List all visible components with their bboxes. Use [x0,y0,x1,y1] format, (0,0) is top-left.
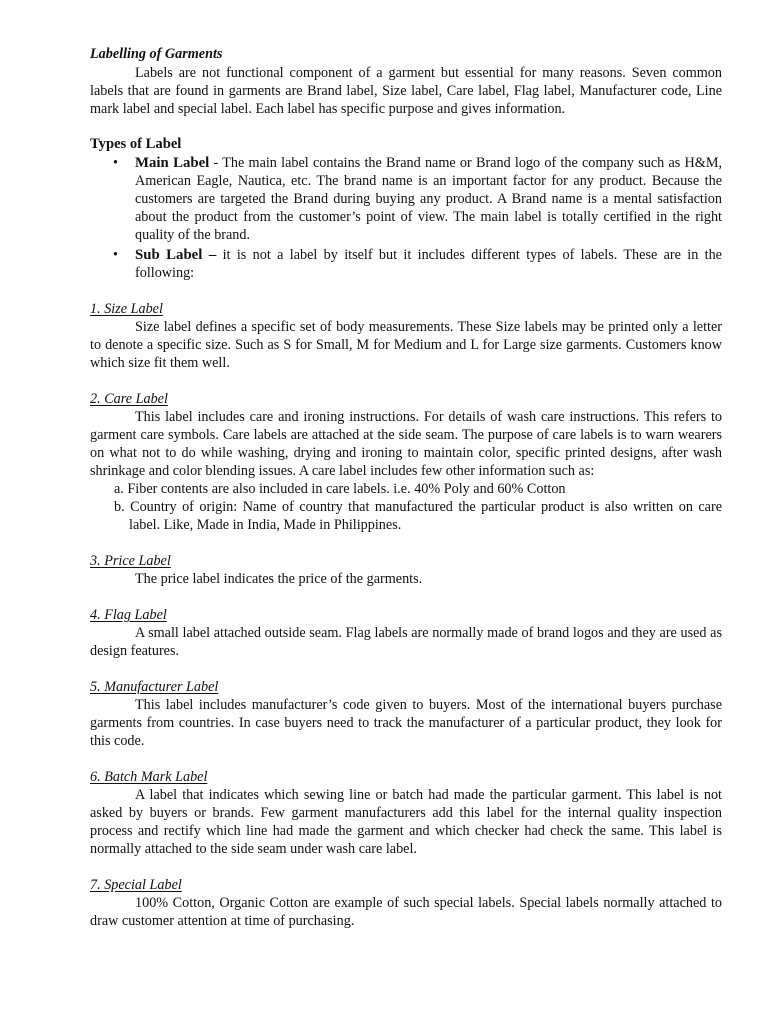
section-body: A small label attached outside seam. Flag labels are normally made of brand logos and they are used as design features. [90,625,722,659]
section-price-label [90,552,722,588]
section-heading: 1. Size Label [90,301,163,317]
section-flag-label [90,606,722,660]
section-heading: 2. Care Label [90,391,168,407]
section-body: 100% Cotton, Organic Cotton are example of such special labels. Special labels normally attached to draw customer attention at time of purchasing. [90,895,722,929]
section-heading: 5. Manufacturer Label [90,679,219,695]
section-manufacturer-label [90,678,722,750]
label-types-list [90,154,722,282]
section-heading: 4. Flag Label [90,607,167,623]
bullet-text: it is not a label by itself but it includes different types of labels. These are in the following: [135,247,722,281]
types-of-label-heading: Types of Label [90,136,182,152]
bullet-marker: • [113,247,118,263]
section-body: This label includes care and ironing instructions. For details of wash care instructions. This refers to garment care symbols. Care labels are attached at the side seam. The purpose of care labels is to warn wearers on what not to do while washing, drying and ironing to maintain color, specific printed designs, after wash shrinkage and color blending issues. A care label includes few other information such as: [90,409,722,479]
section-body: The price label indicates the price of the garments. [135,571,423,587]
section-special-label [90,876,722,930]
section-batch-mark-label [90,768,722,858]
bullet-marker: • [113,155,118,171]
section-body: This label includes manufacturer’s code given to buyers. Most of the international buyers purchase garments from countries. In case buyers need to track the manufacturer of a particular product, they look for this code. [90,697,722,749]
list-item: b. Country of origin: Name of country that manufactured the particular product is also written on care label. Like, Made in India, Made in Philippines. [114,499,722,533]
bullet-text: - The main label contains the Brand name or Brand logo of the company such as H&M, American Eagle, Nautica, etc. The brand name is an important factor for any product. Because the customers are targeted the Brand during buying any product. A Brand name is a mental satisfaction about the product from the customer’s point of view. The main label is totally certified in the right quality of the brand. [135,155,722,243]
section-heading: 3. Price Label [90,553,171,569]
section-size-label [90,300,722,372]
intro-paragraph: Labels are not functional component of a garment but essential for many reasons. Seven common labels that are found in garments are Brand label, Size label, Care label, Flag label, Manufacturer code, Line mark label and special label. Each label has specific purpose and gives information. [90,65,722,117]
bullet-term: Main Label [135,155,210,171]
list-item: a. Fiber contents are also included in care labels. i.e. 40% Poly and 60% Cotton [114,481,566,497]
section-care-label [90,390,722,534]
document-title: Labelling of Garments [90,46,223,62]
bullet-term: Sub Label – [135,247,217,263]
section-heading: 6. Batch Mark Label [90,769,208,785]
section-heading: 7. Special Label [90,877,182,893]
section-body: Size label defines a specific set of body measurements. These Size labels may be printed only a letter to denote a specific size. Such as S for Small, M for Medium and L for Large size garments. Customers know which size fit them well. [90,319,722,371]
bullet-main-label [113,154,722,244]
care-label-info-list [90,480,722,534]
bullet-sub-label [113,246,722,282]
section-body: A label that indicates which sewing line or batch had made the particular garment. This label is not asked by buyers or brands. Few garment manufacturers add this label for the internal quality inspection process and rectify which line had made the garment and which checker had check the same. This label is normally attached to the side seam under wash care label. [90,787,722,857]
